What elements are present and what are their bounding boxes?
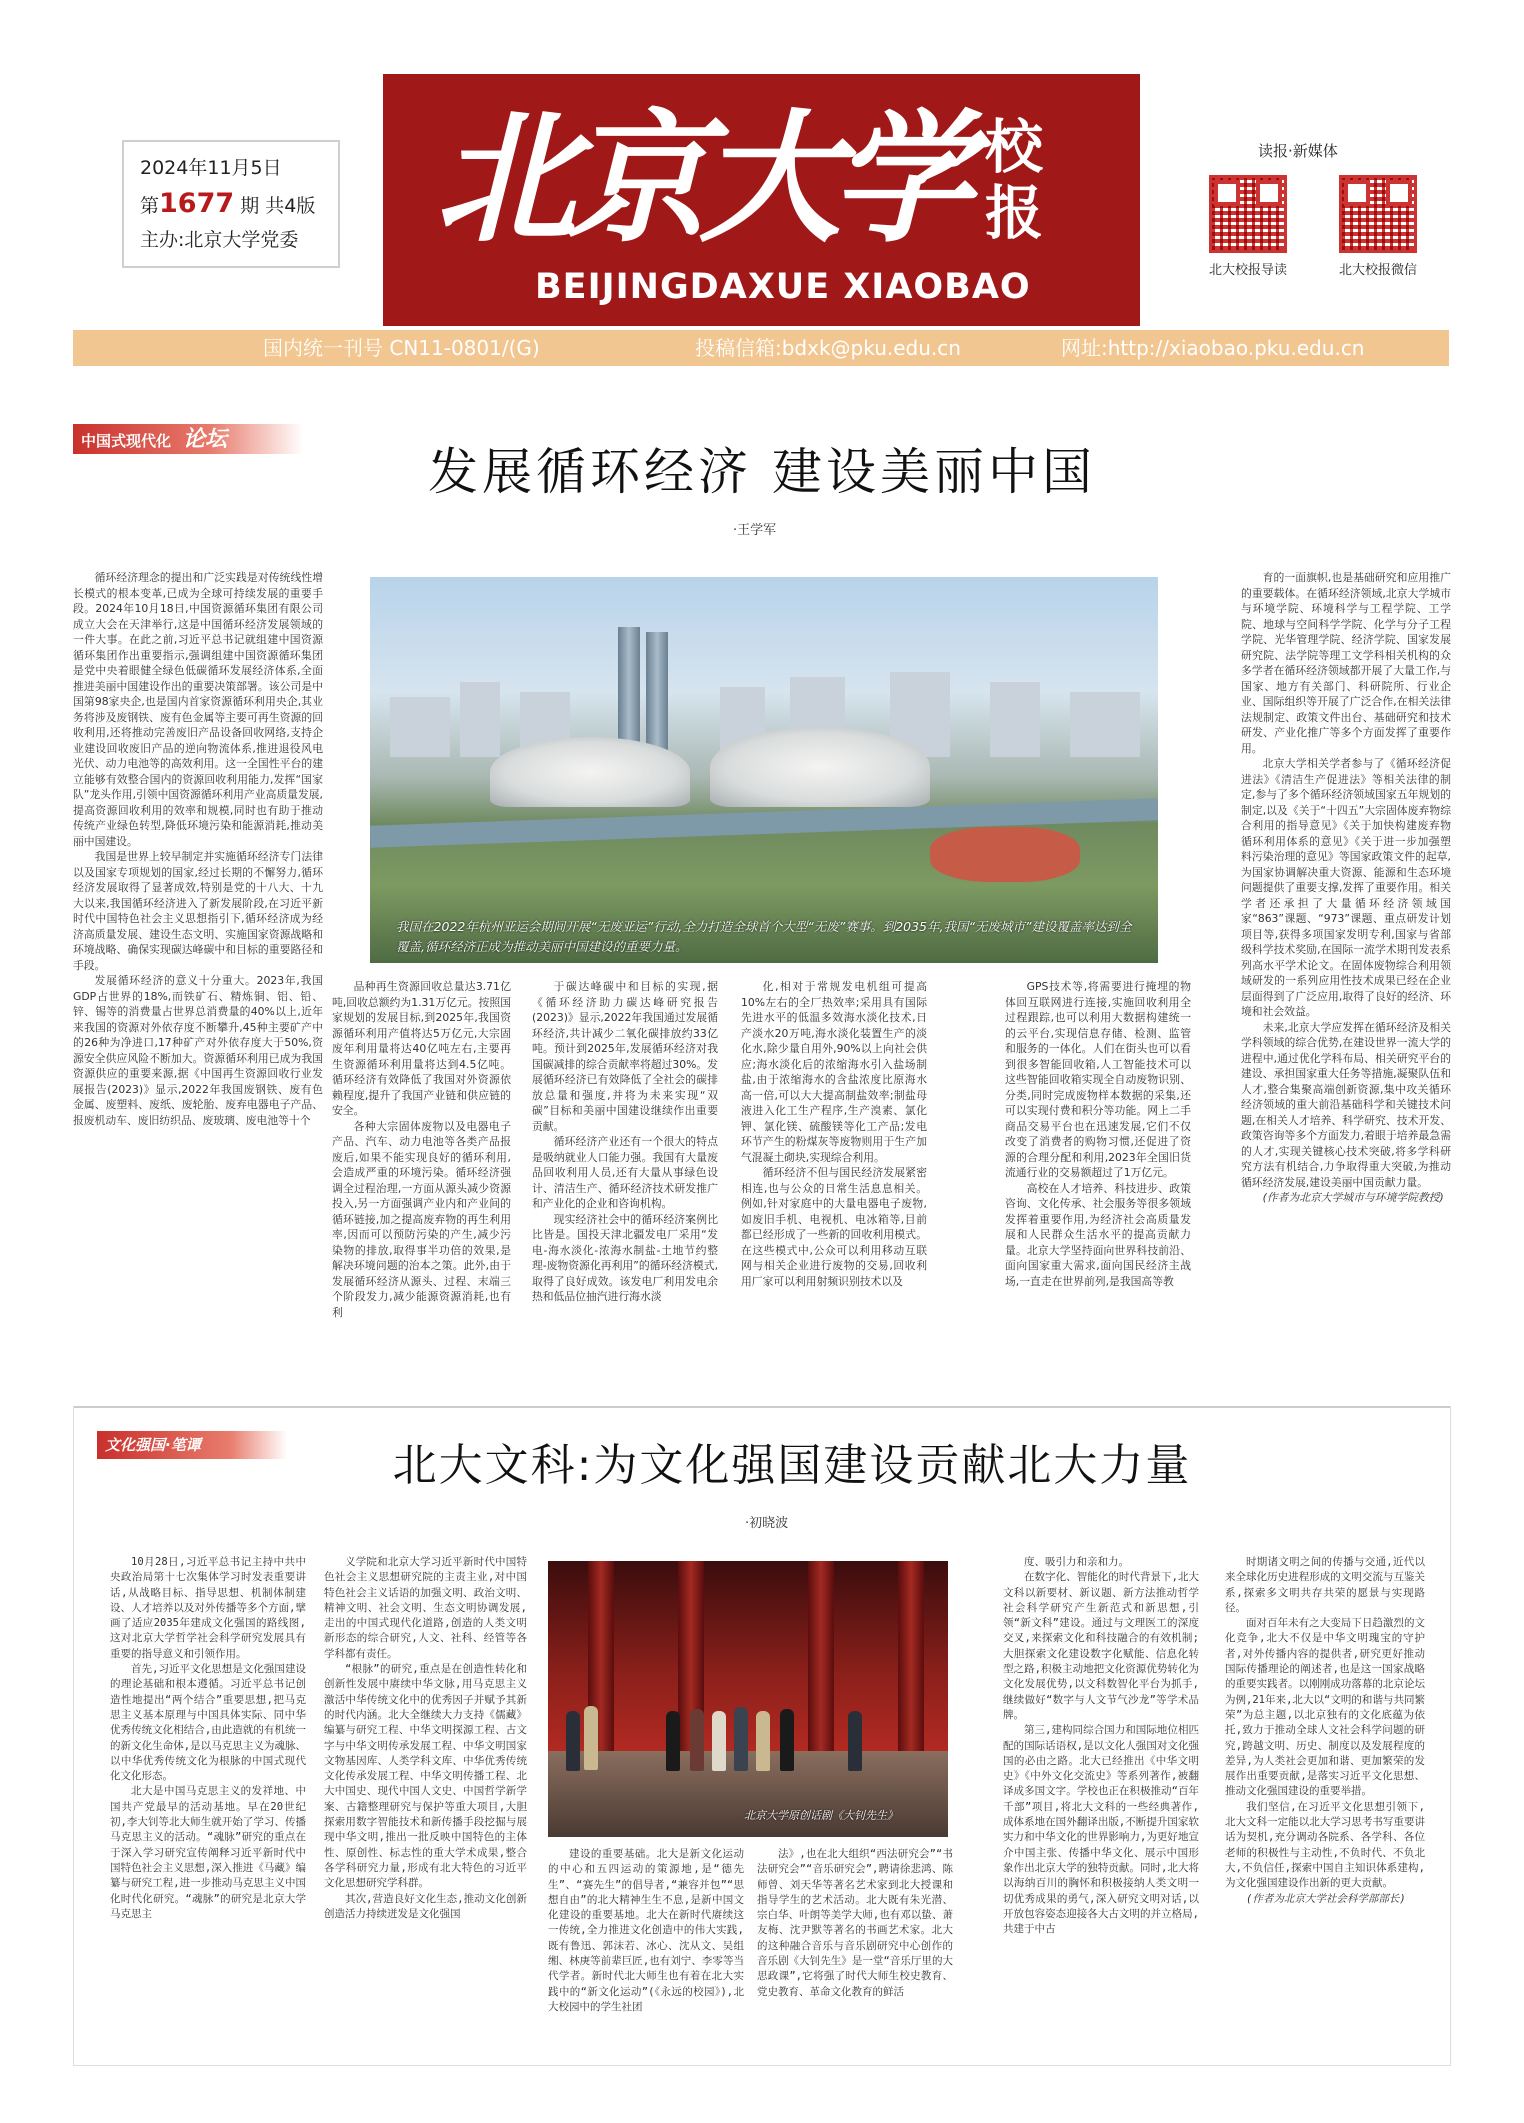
paragraph: 首先,习近平文化思想是文化强国建设的理论基础和根本遵循。习近平总书记创造性地提出“两个结合”重要思想,把马克思主义基本原理与中国具体实际、同中华优秀传统文化相结合,由此造就的有机统一的新文化生命体,是以马克思主义为魂脉、以中华优秀传统文化为根脉的中国式现代化文化形态。: [110, 1663, 306, 1783]
paragraph: 北京大学相关学者参与了《循环经济促进法》《清洁生产促进法》等相关法律的制定,参与了多个循环经济领域国家五年规划的制定,以及《关于“十四五”大宗固体废弃物综合利用的指导意见》《关于加快构建废弃物循环利用体系的意见》《关于进一步加强塑料污染治理的意见》等国家政策文件的起草,为国家协调解决重大资源、能源和生态环境问题提供了重要支撑,发挥了重要作用。相关学者还承担了大量循环经济领域国家“863”课题、“973”课题、重点研发计划项目等,获得多项国家发明专利,国家与省部级科学技术奖励,在国际一流学术期刊发表系列高水平学术论文。在固体废物综合利用领域研发的一系列应用性技术成果已经在企业层面得到了广泛应用,取得了良好的经济、环境和社会效益。: [1241, 757, 1451, 1018]
article2-column-2: [324, 1555, 527, 2053]
article2-photo-caption: 北京大学原创话剧《大钊先生》: [744, 1809, 898, 1822]
paragraph: 时期诸文明之间的传播与交通,近代以来全球化历史进程形成的文明交流与互鉴关系,探索多文明共存共荣的愿景与实现路径。: [1225, 1556, 1425, 1614]
paragraph: 各种大宗固体废物以及电器电子产品、汽车、动力电池等各类产品报废后,如果不能实现良好的循环利用,会造成严重的环境污染。循环经济强调全过程治理,一方面从源头减少资源投入,另一方面强调产业内和产业间的循环链接,加之提高废弃物的再生利用率,因而可以预防污染的产生,减少污染物的排放,取得事半功倍的效果,是解决环境问题的治本之策。此外,由于发展循环经济从源头、过程、末端三个阶段发力,减少能源资源消耗,也有利: [332, 1119, 511, 1319]
qr-label: 北大校报导读: [1208, 263, 1287, 278]
paragraph: 品种再生资源回收总量达3.71亿吨,回收总额约为1.31万亿元。按照国家规划的发展目标,到2025年,我国资源循环利用产值将达5万亿元,大宗固废年利用量将达40亿吨左右,主要再生资源循环利用量将达到4.5亿吨。循环经济有效降低了我国对外资源依赖程度,提升了我国产业链和供应链的安全。: [332, 980, 511, 1117]
issue-number-line: 第1677 期 共4版: [140, 188, 316, 219]
issue-number: 1677: [159, 188, 235, 219]
paragraph: 育的一面旗帜,也是基础研究和应用推广的重要载体。在循环经济领域,北京大学城市与环境学院、环境科学与工程学院、工学院、地球与空间科学学院、化学与分子工程学院、光华管理学院、经济学院、国家发展研究院、法学院等理工文学科相关机构的众多学者在循环经济领域都开展了大量工作,与国家、地方有关部门、科研院所、行业企业、国际组织等开展了广泛合作,在相关法律法规制定、政策文件出台、基础研究和技术研发、产业化推广等多个方面发挥了重要作用。: [1241, 571, 1451, 755]
paragraph: 度、吸引力和亲和力。: [1024, 1556, 1129, 1568]
article1-photo-caption: 我国在2022年杭州亚运会期间开展“无废亚运”行动,全力打造全球首个大型“无废”赛事。到2035年,我国“无废城市”建设覆盖率达到全覆盖,循环经济正成为推动美丽中国建设的重要力量。: [396, 919, 1132, 954]
issue-date: 2024年11月5日: [140, 157, 282, 179]
qr-item-wechat[interactable]: [1328, 175, 1428, 278]
paragraph: 发展循环经济的意义十分重大。2023年,我国GDP占世界的18%,而铁矿石、精炼铜、铝、铅、锌、锡等的消费量占世界总消费量的40%以上,近年来我国的资源对外依存度不断攀升,45种主要矿产中的26种为净进口,17种矿产对外依存度大于50%,资源安全供应风险不断加大。资源循环利用已成为我国资源供应的重要来源,据《中国再生资源回收行业发展报告(2023)》显示,2022年我国废钢铁、废有色金属、废塑料、废纸、废轮胎、废弃电器电子产品、报废机动车、废旧纺织品、废玻璃、废电池等十个: [73, 974, 323, 1127]
article1-column-3: [532, 979, 718, 1356]
article1-author: ·王学军: [733, 523, 777, 538]
newspaper-subtitle: 校报: [985, 113, 1044, 247]
article2-photo: [548, 1561, 948, 1837]
paragraph: 循环经济产业还有一个很大的特点是吸纳就业人口能力强。我国有大量废品回收利用人员,还有大量从事绿色设计、清洁生产、循环经济技术研发推广和产业化的企业和咨询机构。: [532, 1135, 718, 1210]
paragraph: 未来,北京大学应发挥在循环经济及相关学科领域的综合优势,在建设世界一流大学的进程中,通过优化学科布局、相关研究平台的建设、承担国家重大任务等措施,凝聚队伍和人才,整合集聚高端创新资源,集中攻关循环经济领域的重大前沿基础科学和关键技术问题,在相关人才培养、科学研究、技术开发、政策咨询等多个方面发力,着眼于培养最急需的人才,实现关键核心技术突破,将多学科研究方法有机结合,力争取得重大突破,为推动循环经济发展,建设美丽中国贡献力量。: [1241, 1020, 1451, 1189]
paragraph: 我们坚信,在习近平文化思想引领下,北大文科一定能以北大学习思考书写重要讲话为契机,充分调动各院系、各学科、各位老师的积极性与主动性,不负时代、不负北大,不负信任,探索中国自主知识体系建构,为文化强国建设作出新的更大贡献。: [1225, 1800, 1425, 1890]
article2-column-3b: [757, 1847, 953, 2053]
qr-code-icon[interactable]: [1339, 175, 1417, 253]
website-link[interactable]: 网址:http://xiaobao.pku.edu.cn: [1061, 336, 1365, 360]
paragraph: “根脉”的研究,重点是在创造性转化和创新性发展中赓续中华文脉,用马克思主义激活中华传统文化中的优秀因子并赋予其新的时代内涵。北大全继续大力支持《儒藏》编纂与研究工程、中华文明探源工程、古文字与中华文明传承发展工程、中华文明国家文物基因库、人类学科文库、中华优秀传统文化传承发展工程、中华文明传播工程、北大中国史、现代中国人文史、中国哲学新学案、古籍整理研究与保护等重大项目,大胆探索用数字智能技术和新传播手段挖掘与展现中华文明,推出一批反映中国特色的主体性、原创性、标志性的重大学术成果,整合各学科研究力量,形成有北大特色的习近平文化思想研究学科群。: [324, 1663, 527, 1890]
paragraph: 其次,营造良好文化生态,推动文化创新创造活力持续迸发是文化强国: [324, 1892, 527, 1920]
section-tag-text: 中国式现代化: [81, 432, 172, 450]
qr-code-icon[interactable]: [1209, 175, 1287, 253]
info-bar: [73, 330, 1449, 366]
paragraph: 义学院和北京大学习近平新时代中国特色社会主义思想研究院的主责主业,对中国特色社会主义话语的加强文明、政治文明、精神文明、社会文明、生态文明协调发展,走出的中国式现代化道路,创造的人类文明新形态的综合研究,人文、社科、经管等各学科都有责任。: [324, 1556, 527, 1660]
newspaper-title: 北京大学: [435, 96, 963, 262]
paragraph: 法》,也在北大组织“西法研究会”“书法研究会”“音乐研究会”,聘请徐悲鸿、陈师曾、刘天华等著名艺术家到北大授课和指导学生的艺术活动。北大既有朱光潜、宗白华、叶朗等美学大师,也有邓以蛰、萧友梅、沈尹默等著名的书画艺术家。北大的这种融合音乐与音乐剧研究中心创作的音乐剧《大钊先生》是一堂“音乐厅里的大思政课”,它将强了时代大师生校史教育、党史教育、革命文化教育的鲜活: [757, 1848, 953, 1998]
qr-code-panel: [1198, 140, 1428, 278]
paragraph: 现实经济社会中的循环经济案例比比皆是。国投天津北疆发电厂采用“发电-海水淡化-浓海水制盐-土地节约整理-废物资源化再利用”的循环经济模式,取得了良好成效。该发电厂利用发电余热和低品位抽汽进行海水淡: [532, 1212, 718, 1303]
paragraph: 10月28日,习近平总书记主持中共中央政治局第十七次集体学习时发表重要讲话,从战略目标、指导思想、机制体制建设、人才培养以及对外传播等多个方面,擘画了适应2035年建成文化强国的路线图,这对北京大学哲学社会科学研究发展具有重要的指导意义和引领作用。: [110, 1556, 306, 1660]
newspaper-pinyin: BEIJINGDAXUE XIAOBAO: [535, 267, 1031, 307]
article1-column-5: [1005, 979, 1191, 1356]
article2-author: ·初晓波: [745, 1516, 789, 1531]
paragraph: 北大是中国马克思主义的发祥地、中国共产党最早的活动基地。早在20世纪初,李大钊等北大师生就开始了学习、传播马克思主义的活动。“魂脉”研究的重点在于深入学习研究宣传阐释习近平新时代中国特色社会主义思想,深入推进《马藏》编纂与研究工程,进一步推动马克思主义中国化时代化研究。“魂脉”的研究是北京大学马克思主: [110, 1785, 306, 1920]
paragraph: 化,相对于常规发电机组可提高10%左右的全厂热效率;采用具有国际先进水平的低温多效海水淡化技术,日产淡水20万吨,海水淡化装置生产的淡化水,除少量自用外,90%以上向社会供应;海水淡化后的浓缩海水引入盐场制盐,由于浓缩海水的含盐浓度比原海水高一倍,可以大大提高制盐效率;制盐母液进入化工生产程序,生产溴素、氯化钾、氯化镁、硫酸镁等化工产品;发电环节产生的粉煤灰等废物则用于生产加气混凝土砌块,实现综合利用。: [741, 980, 927, 1164]
issue-info-box: [122, 140, 340, 268]
paragraph: 第三,建构同综合国力和国际地位相匹配的国际话语权,是以文化人强国对文化强国的必由之路。北大已经推出《中华文明史》《中外文化交流史》等系列著作,被翻译成多国文字。学校也正在积极推动“百年千部”项目,将北大文科的一些经典著作,成体系地在国外翻译出版,不断提升国家软实力和中华文化的世界影响力,为更好地宣介中国主张、传播中华文化、展示中国形象作出北京大学的独特贡献。同时,北大将以海纳百川的胸怀和积极接纳人类文明一切优秀成果的勇气,深入研究文明对话,以开放包容姿态迎接各大古文明的并立格局,共建于中古: [1003, 1724, 1199, 1936]
qr-item-guide[interactable]: [1198, 175, 1298, 278]
article1-photo: [370, 577, 1158, 963]
article1-column-6: [1241, 570, 1451, 1396]
section-tag-emphasis: 论坛: [183, 426, 228, 452]
paragraph: 面对百年未有之大变局下日趋激烈的文化竞争,北大不仅是中华文明瑰宝的守护者,对外传播内容的提供者,研究更好推动国际传播理论的阐述者,也是这一国家战略的重要实践者。以刚刚成功落幕的北京论坛为例,21年来,北大以“文明的和谐与共同繁荣”为总主题,以北京独有的文化底蕴为依托,致力于推动全球人文社会科学问题的研究,跨越文明、历史、制度以及发展程度的差异,为人类社会更加和谐、更加繁荣的发展作出重要贡献,是落实习近平文化思想、推动文化强国建设的重要举措。: [1225, 1617, 1425, 1798]
article1-column-1: [73, 570, 323, 1356]
section-tag-culture: 文化强国·笔谭: [97, 1431, 287, 1459]
serial-number: 国内统一刊号 CN11-0801/(G): [263, 336, 540, 360]
paragraph: 循环经济理念的提出和广泛实践是对传统线性增长模式的根本变革,已成为全球可持续发展的重要手段。2024年10月18日,中国资源循环集团有限公司成立大会在天津举行,这是中国循环经济发展领域的一件大事。在此之前,习近平总书记就组建中国资源循环集团作出重要指示,强调组建中国资源循环集团是党中央着眼健全绿色低碳循环发展经济体系,全面推进美丽中国建设作出的重要决策部署。该公司是中国第98家央企,也是国内首家资源循环利用央企,其业务将涉及废钢铁、废有色金属等主要可再生资源的回收利用,还将推动完善废旧产品设备回收网络,支持企业建设回收废旧产品的逆向物流体系,推进退役风电光伏、动力电池等的高效利用。这一全国性平台的建立能够有效整合国内的资源回收利用能力,发挥“国家队”龙头作用,引领中国资源循环利用产业高质量发展,提高资源回收利用的效率和规模,同时也有助于推动传统产业绿色转型,降低环境污染和能源消耗,推动美丽中国建设。: [73, 571, 323, 848]
paragraph: GPS技术等,将需要进行掩埋的物体回互联网进行连接,实施回收利用全过程跟踪,也可以利用大数据构建统一的云平台,实现信息存储、检测、监管和服务的一体化。人们在街头也可以看到很多智能回收箱,人工智能技术可以这些智能回收箱实现全自动废物识别、分类,同时完成废物样本数据的采集,还可以实现付费和积分等功能。网上二手商品交易平台也在迅速发展,它们不仅改变了消费者的购物习惯,还促进了资源的合理分配和利用,2023年全国旧货流通行业的交易额超过了1万亿元。: [1005, 980, 1191, 1179]
paragraph: 于碳达峰碳中和目标的实现,据《循环经济助力碳达峰研究报告(2023)》显示,2022年我国通过发展循环经济,共计减少二氧化碳排放约33亿吨。预计到2025年,发展循环经济对我国碳减排的综合贡献率将超过30%。发展循环经济已有效降低了全社会的碳排放总量和强度,并将为未来实现“双碳”目标和美丽中国建设继续作出重要贡献。: [532, 980, 718, 1133]
article2-author-note: (作者为北京大学社会科学部部长): [1246, 1892, 1406, 1905]
paragraph: 在数字化、智能化的时代背景下,北大文科以新要材、新议题、新方法推动哲学社会科学研究产生新范式和新思想,引领“新文科”建设。通过与文理医工的深度交叉,来探索文化和科技融合的有效机制;大胆探索文化建设数字化赋能、信息化转型之路,积极主动地把文化资源优势转化为文化发展优势,以文科数智化平台为抓手,继续做好“数字与人文节气沙龙”等学术品牌。: [1003, 1571, 1199, 1721]
article1-title: 发展循环经济 建设美丽中国: [428, 443, 1096, 501]
article2-title: 北大文科:为文化强国建设贡献北大力量: [392, 1440, 1192, 1491]
article2-column-5: [1225, 1555, 1425, 2053]
paragraph: 高校在人才培养、科技进步、政策咨询、文化传承、社会服务等很多领域发挥着重要作用,为经济社会高质量发展和人民群众生活水平的提高贡献力量。北京大学坚持面向世界科技前沿、面向国家重大需求,面向国民经济主战场,一直走在世界前列,是我国高等教: [1005, 1181, 1191, 1288]
qr-label: 北大校报微信: [1338, 263, 1417, 278]
qr-heading: 读报·新媒体: [1258, 142, 1338, 160]
paragraph: 我国是世界上较早制定并实施循环经济专门法律以及国家专项规划的国家,经过长期的不懈努力,循环经济发展取得了显著成效,特别是党的十八大、十九大以来,我国循环经济进入了新发展阶段,在习近平新时代中国特色社会主义思想指引下,循环经济成为经济高质量发展、建设生态文明、实施国家资源战略和环境战略、确保实现碳达峰碳中和目标的重要路径和手段。: [73, 850, 323, 972]
newspaper-masthead: [383, 74, 1140, 326]
article2-column-3: [548, 1847, 744, 2053]
article1-column-4: [741, 979, 927, 1356]
article1-author-note: (作者为北京大学城市与环境学院教授): [1262, 1191, 1444, 1204]
article2-column-1: [110, 1555, 306, 2053]
paragraph: 循环经济不但与国民经济发展紧密相连,也与公众的日常生活息息相关。例如,针对家庭中的大量电器电子废物,如废旧手机、电视机、电冰箱等,目前都已经形成了一些新的回收利用模式。在这些模式中,公众可以利用移动互联网与相关企业进行废物的交易,回收利用厂家可以利用射频识别技术以及: [741, 1166, 927, 1288]
article1-column-2: [332, 979, 511, 1356]
host-organization: 主办:北京大学党委: [140, 229, 299, 251]
paragraph: 建设的重要基础。北大是新文化运动的中心和五四运动的策源地,是“德先生”、“赛先生”的倡导者,“兼容并包”“思想自由”的北大精神生生不息,是新中国文化建设的重要基地。北大在新时代赓续这一传统,全力推进文化创造中的伟大实践,既有鲁迅、郭沫若、冰心、沈从文、吴组缃、林庚等前辈巨匠,也有刘宁、李零等当代学者。新时代北大师生也有着在北大实践中的“新文化运动”(《永远的校园》),北大校园中的学生社团: [548, 1848, 744, 2013]
article2-column-4: [1003, 1555, 1199, 2053]
submission-email[interactable]: 投稿信箱:bdxk@pku.edu.cn: [695, 336, 961, 360]
